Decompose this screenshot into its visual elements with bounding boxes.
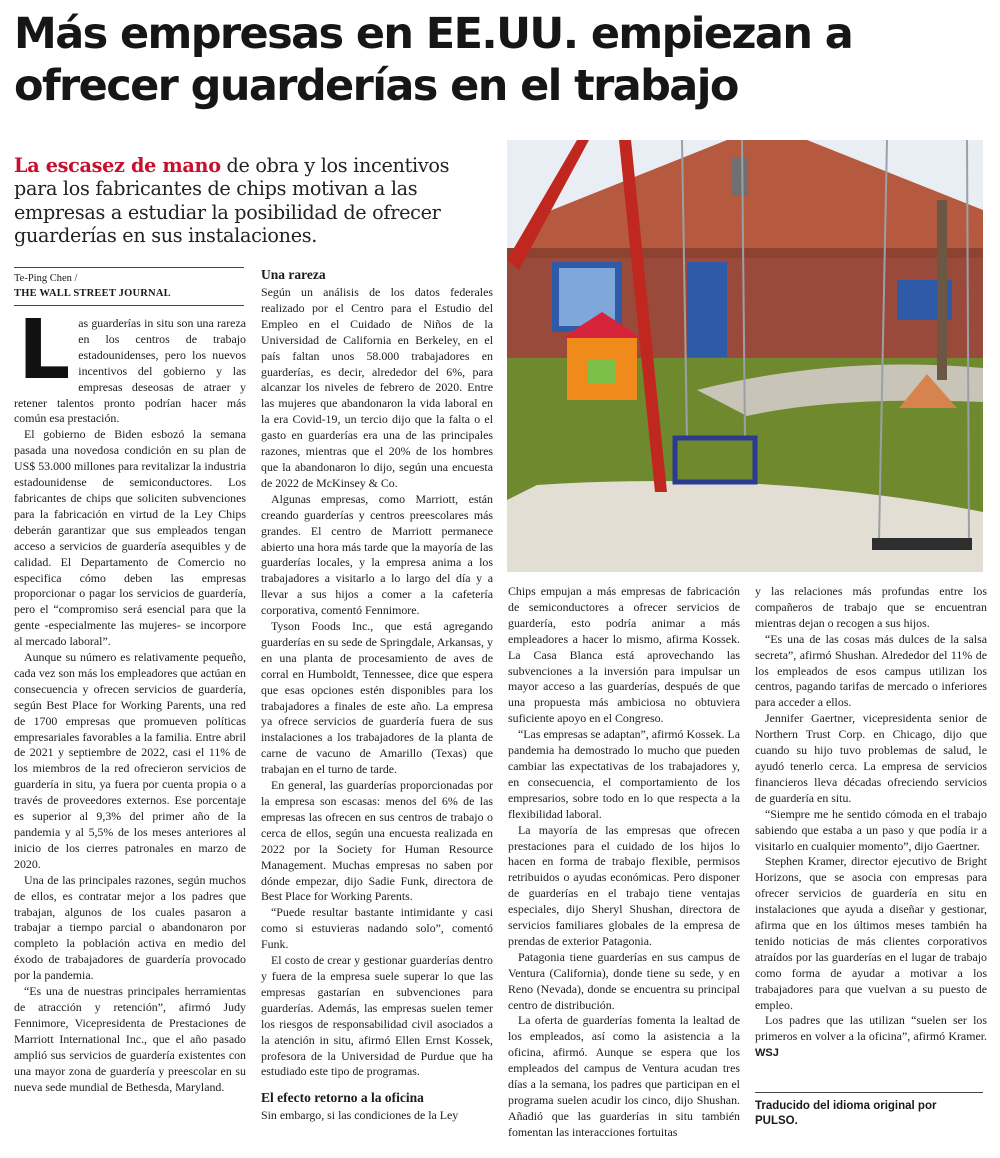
column-1 xyxy=(14,303,246,1095)
headline: Más empresas en EE.UU. empiezan a ofrecer guarderías en el trabajo xyxy=(14,9,853,111)
lead-paragraph xyxy=(14,303,246,427)
paragraph: El gobierno de Biden esbozó la semana pasada una novedosa condición en su plan de US$ 53.000 millones para revitalizar la industria estadounidense de semiconductores. Los fabricantes de chips que soliciten subvenciones para la fabricación en virtud de la Ley Chips deberán garantizar que sus empleados tengan acceso a servicios de guardería asequibles y de calidad. El Departamento de Comercio no especifica cómo deben las empresas proporcionar o pagar los servicios de guardería, pero el “compromiso será esencial para que la gente -especialmente las mujeres- se incorpore al mercado laboral”. xyxy=(14,427,246,649)
drop-cap: L xyxy=(18,303,71,398)
byline-publication: THE WALL STREET JOURNAL xyxy=(14,287,171,299)
paragraph: La oferta de guarderías fomenta la lealtad de los empleados, así como la asistencia a la oficina, afirmó. Aunque se espera que los empleados del campus de Ventura acudan tres días a la semana, los padres que participan en el programa suelen acudir los cinco, dijo Shushan. Añadió que las guarderías in situ también fomentan las interacciones fortuitas xyxy=(508,1013,740,1139)
paragraph: Aunque su número es relativamente pequeño, cada vez son más los empleadores que actúan en consecuencia y ofrecen servicios de guardería, según Best Place for Working Parents, una red de 1700 empresas que promueven políticas empresariales favorables a la familia. Entre abril de 2021 y septiembre de 2022, casi el 11% de los miembros de la red ofrecieron servicios de guardería in situ, ya fuera por cuenta propia o a través de proveedores externos. Ese porcentaje es superior al 9,3% del primer año de la pandemia y al 5,5% de los meses anteriores al inicio de los cierres patronales en marzo de 2020. xyxy=(14,650,246,871)
paragraph: El costo de crear y gestionar guarderías dentro y fuera de la empresa suele superar lo que las empresas gastarían en subvenciones para guarderías. Además, las empresas suelen temer los riesgos de responsabilidad civil asociados a la atención in situ, afirmó Ellen Ernst Kossek, profesora de la Universidad de Purdue que ha estudiado este tipo de programas. xyxy=(261,953,493,1079)
deck-text: de obra y los incentivos para los fabricantes de chips motivan a las empresas a estudiar la posibilidad de ofrecer guarderías en sus instalaciones. xyxy=(14,154,450,248)
paragraph: Jennifer Gaertner, vicepresidenta senior de Northern Trust Corp. en Chicago, dijo que cuando su hijo tuvo problemas de salud, le ayudó tenerlo cerca. La empresa de servicios financieros lleva décadas ofreciendo servicios de guardería en situ. xyxy=(755,711,987,805)
paragraph: Una de las principales razones, según muchos de ellos, es contratar mejor a los padres que trabajan, algunos de los cuales pasaron a trabajar a tiempo parcial o abandonaron por completo la población activa en medio del éxodo de trabajadores de guardería provocado por la pandemia. xyxy=(14,872,246,983)
paragraph: y las relaciones más profundas entre los compañeros de trabajo que se encuentran mientras dejan o recogen a sus hijos. xyxy=(755,584,987,630)
paragraph: “Puede resultar bastante intimidante y casi como si estuvieras nadando solo”, comentó Funk. xyxy=(261,905,493,952)
door xyxy=(687,262,727,357)
paragraph: “Las empresas se adaptan”, afirmó Kossek. La pandemia ha demostrado lo mucho que pueden cambiar las expectativas de los trabajadores y, en consecuencia, el comportamiento de los empresarios, sobre todo en lo que respecta a la flexibilidad laboral. xyxy=(508,727,740,821)
translation-credit: Traducido del idioma original por PULSO. xyxy=(755,1100,937,1127)
paragraph: “Es una de nuestras principales herramientas de atracción y retención”, afirmó Judy Fennimore, Vicepresidenta de Prestaciones de Marriott International Inc., que el año pasado amplió sus servicios de guardería existentes con una mayor zona de guardería y preescolar en su nueva sede mundial de Bethesda, Maryland. xyxy=(14,984,246,1094)
deck-highlight: La escasez de mano xyxy=(14,154,221,177)
paragraph: “Siempre me he sentido cómoda en el trabajo sabiendo que estaba a un paso y que podía ir a visitarlo en cualquier momento”, dijo Gaertner. xyxy=(755,806,987,853)
subhead-efecto-retorno: El efecto retorno a la oficina xyxy=(261,1090,424,1106)
column-3 xyxy=(508,584,740,1141)
paragraph: Stephen Kramer, director ejecutivo de Bright Horizons, que se asocia con empresas para ofrecer servicios de guardería en situ en instalaciones que ayuda a diseñar y gestionar, afirma que en los últimos meses también ha tenido noticias de más clientes corporativos atraídos por las guarderías en el lugar de trabajo como forma de ayudar a motivar a los trabajadores para que vuelvan a su puesto de empleo. xyxy=(755,854,987,1012)
paragraph: En general, las guarderías proporcionadas por la empresa son escasas: menos del 6% de las empresas las ofrecen en sus centros de trabajo o cerca de ellos, según una encuesta realizada en 2022 por la Society for Human Resource Management. Muchas empresas no saben por dónde empezar, dijo Sadie Funk, directora de Best Place for Working Parents. xyxy=(261,778,493,904)
byline-rule-top xyxy=(14,267,244,268)
column-4 xyxy=(755,584,987,1062)
flat-swing xyxy=(872,538,972,550)
closing-text: Los padres que las utilizan “suelen ser los primeros en volver a la oficina”, afirmó Kramer. xyxy=(755,1013,987,1044)
lead-text: as guarderías in situ son una rareza en los centros de trabajo estadounidenses, pero los nuevos incentivos del gobierno y las empresas deseosas de atraer y retener talentos pronto podrían hacer más común esa prestación. xyxy=(14,316,246,426)
paragraph: Algunas empresas, como Marriott, están creando guarderías y centros preescolares más grandes. El centro de Marriott permanece abierto una hora más tarde que la mayoría de las guarderías locales, y la empresa anima a los trabajadores a visitarlo a lo largo del día y a llevar a sus hijos a comer a la cafetería corporativa, comentó Fennimore. xyxy=(261,491,493,618)
paragraph: Tyson Foods Inc., que está agregando guarderías en su sede de Springdale, Arkansas, y en una planta de procesamiento de aves de corral en Humboldt, Tennessee, dice que espera que esas opciones estén disponibles para los trabajadores a finales de este año. La empresa ya ofrece servicios de guardería fuera de sus instalaciones a los trabajadores de la planta de carne de vacuno de Amarillo (Texas) que trabajan en el turno de tarde. xyxy=(261,619,493,777)
paragraph: “Es una de las cosas más dulces de la salsa secreta”, afirmó Shushan. Alrededor del 11% de los empleados de esos campus utilizan los centros, pagando tarifas de mercado o inferiores para acceder a ellos. xyxy=(755,631,987,710)
signoff: WSJ xyxy=(755,1047,779,1060)
paragraph: Chips empujan a más empresas de fabricación de semiconductores a ofrecer servicios de guardería, esto podría animar a más empleadores a hacer lo mismo, afirma Kossek. La Casa Blanca está aprovechando las subvenciones a la inversión para impulsar un mayor acceso a las guarderías, después de que una propuesta más ambiciosa no obtuviera suficiente apoyo en el Congreso. xyxy=(508,584,740,726)
subhead-una-rareza: Una rareza xyxy=(261,267,326,282)
byline xyxy=(14,272,254,301)
paragraph: Patagonia tiene guarderías en sus campus de Ventura (California), donde tiene su sede, y en Reno (Nevada), donde se encuentra su principal centro de distribución. xyxy=(508,949,740,1012)
column-2 xyxy=(261,266,493,1124)
deck xyxy=(14,154,494,248)
paragraph: La mayoría de las empresas que ofrecen prestaciones para el cuidado de los hijos lo hacen en forma de trabajo flexible, permisos retribuidos o ayudas económicas. Pero disponer de guarderías en el trabajo tiene ventajas especiales, dijo Sheryl Shushan, directora de servicios familiares globales de la empresa de prendas de exterior Patagonia. xyxy=(508,822,740,948)
tree-trunk xyxy=(937,200,947,380)
byline-author: Te-Ping Chen / xyxy=(14,273,78,284)
translation-rule xyxy=(755,1092,983,1093)
paragraph: Según un análisis de los datos federales realizado por el Centro para el Estudio del Empleo en el Cuidado de Niños de la Universidad de California en Berkeley, en el país faltan unos 58.000 trabajadores en guarderías, es decir, alrededor del 6%, para alcanzar los niveles de febrero de 2020. Entre las mujeres que abandonaron la vida laboral en la era Covid-19, un tercio dijo que la falta o el gasto en guarderías era una de las principales razones, mientras que el 20% de los hombres que la abandonaron lo dijo, según una encuesta de 2022 de McKinsey & Co. xyxy=(261,285,493,490)
paragraph: Sin embargo, si las condiciones de la Ley xyxy=(261,1108,459,1123)
paragraph-closing xyxy=(755,1013,987,1062)
playground-photo xyxy=(507,140,983,572)
playground-photo-illustration xyxy=(507,140,983,572)
chimney xyxy=(732,158,748,196)
